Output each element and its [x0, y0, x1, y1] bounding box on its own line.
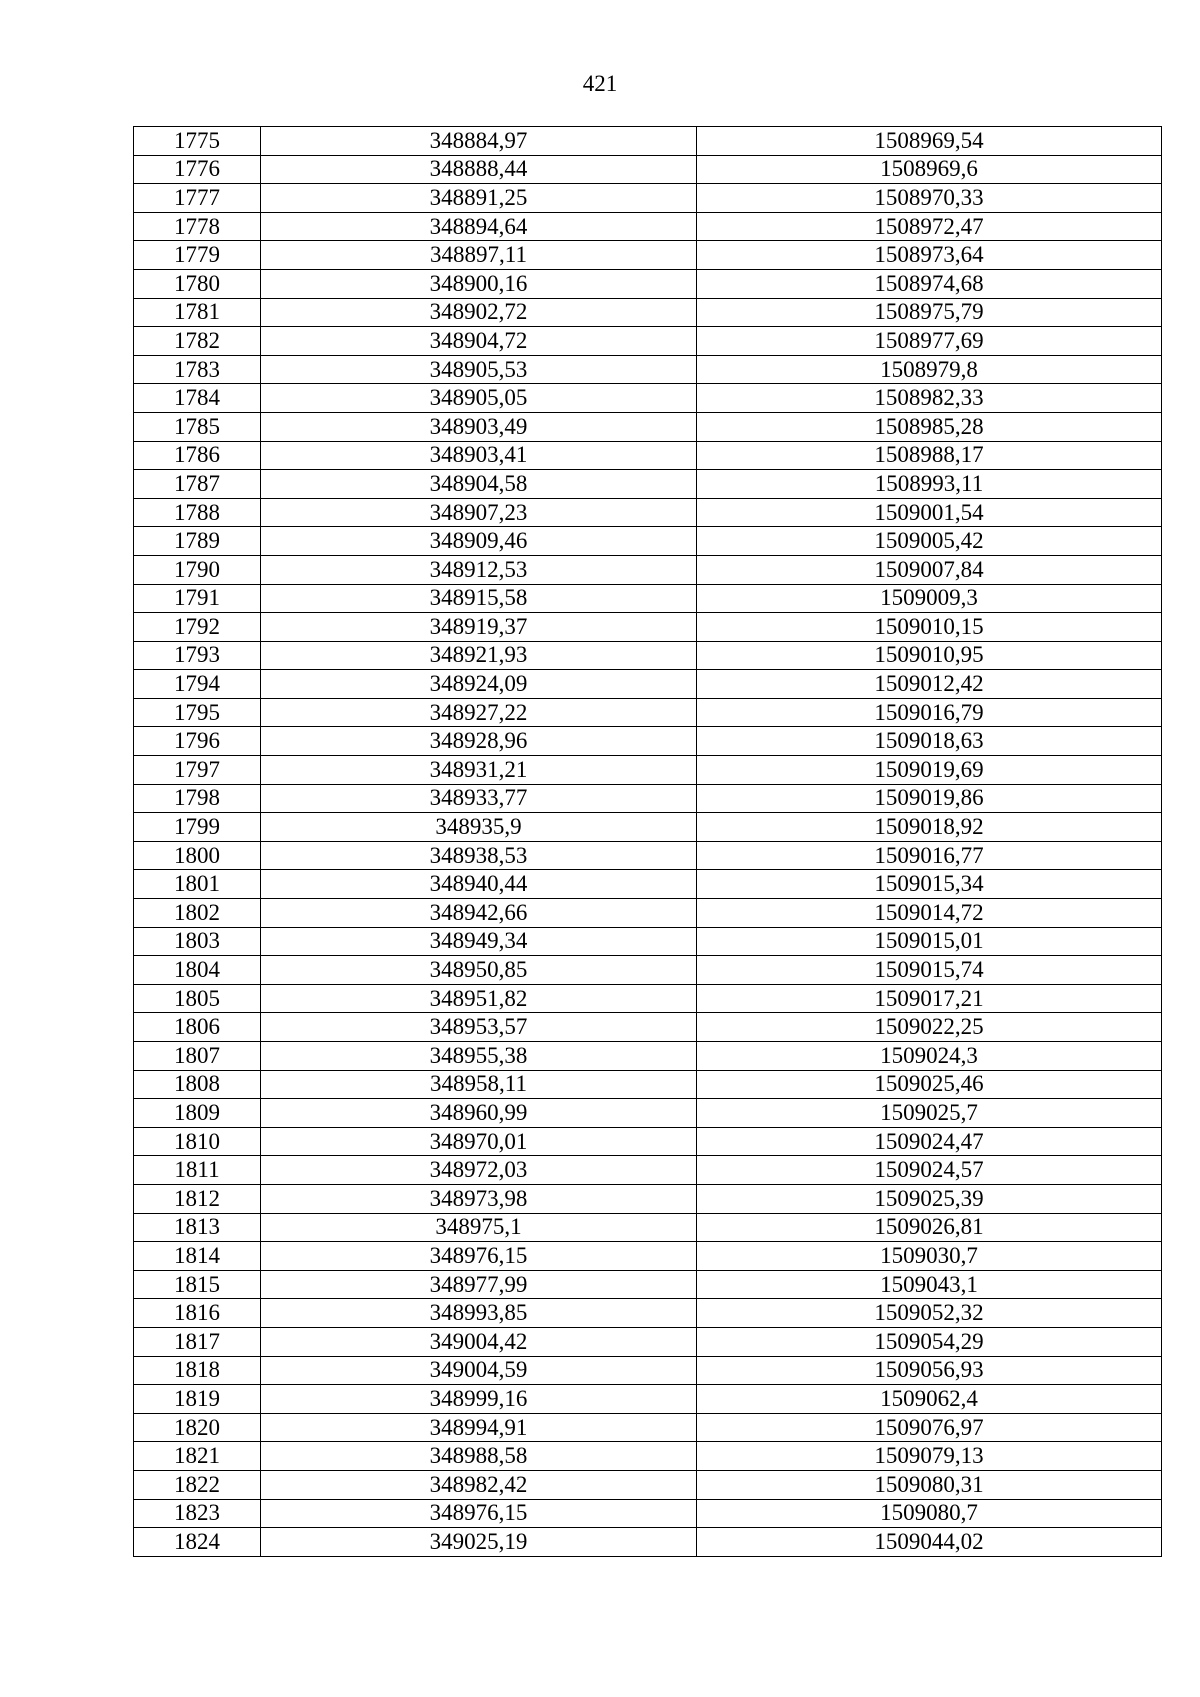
x-coordinate-cell: 348935,9: [261, 813, 697, 842]
y-coordinate-cell: 1509016,79: [697, 698, 1162, 727]
table-row: [134, 155, 1162, 184]
y-coordinate-cell: 1509018,92: [697, 813, 1162, 842]
point-number-cell: 1815: [134, 1270, 261, 1299]
x-coordinate-cell: 349004,59: [261, 1356, 697, 1385]
point-number-cell: 1806: [134, 1013, 261, 1042]
x-coordinate-cell: 348938,53: [261, 841, 697, 870]
y-coordinate-cell: 1508993,11: [697, 470, 1162, 499]
y-coordinate-cell: 1509080,31: [697, 1470, 1162, 1499]
point-number-cell: 1804: [134, 956, 261, 985]
point-number-cell: 1787: [134, 470, 261, 499]
point-number-cell: 1799: [134, 813, 261, 842]
y-coordinate-cell: 1509015,74: [697, 956, 1162, 985]
table-row: [134, 1413, 1162, 1442]
y-coordinate-cell: 1509012,42: [697, 670, 1162, 699]
y-coordinate-cell: 1509015,34: [697, 870, 1162, 899]
table-row: [134, 127, 1162, 156]
page-number: 421: [582, 71, 618, 96]
y-coordinate-cell: 1508979,8: [697, 355, 1162, 384]
point-number-cell: 1814: [134, 1242, 261, 1271]
y-coordinate-cell: 1509043,1: [697, 1270, 1162, 1299]
x-coordinate-cell: 348960,99: [261, 1099, 697, 1128]
point-number-cell: 1824: [134, 1528, 261, 1557]
point-number-cell: 1778: [134, 212, 261, 241]
table-row: [134, 355, 1162, 384]
point-number-cell: 1822: [134, 1470, 261, 1499]
table-row: [134, 584, 1162, 613]
y-coordinate-cell: 1509024,57: [697, 1156, 1162, 1185]
y-coordinate-cell: 1509076,97: [697, 1413, 1162, 1442]
table-row: [134, 1042, 1162, 1071]
table-row: [134, 1070, 1162, 1099]
point-number-cell: 1780: [134, 269, 261, 298]
y-coordinate-cell: 1509054,29: [697, 1327, 1162, 1356]
point-number-cell: 1798: [134, 784, 261, 813]
point-number-cell: 1785: [134, 412, 261, 441]
y-coordinate-cell: 1508975,79: [697, 298, 1162, 327]
table-row: [134, 1499, 1162, 1528]
y-coordinate-cell: 1509025,7: [697, 1099, 1162, 1128]
y-coordinate-cell: 1509022,25: [697, 1013, 1162, 1042]
x-coordinate-cell: 348982,42: [261, 1470, 697, 1499]
table-row: [134, 1184, 1162, 1213]
y-coordinate-cell: 1509079,13: [697, 1442, 1162, 1471]
x-coordinate-cell: 348912,53: [261, 555, 697, 584]
point-number-cell: 1796: [134, 727, 261, 756]
table-row: [134, 1442, 1162, 1471]
x-coordinate-cell: 348907,23: [261, 498, 697, 527]
table-row: [134, 412, 1162, 441]
table-row: [134, 1156, 1162, 1185]
y-coordinate-cell: 1509001,54: [697, 498, 1162, 527]
table-row: [134, 1385, 1162, 1414]
point-number-cell: 1823: [134, 1499, 261, 1528]
table-row: [134, 927, 1162, 956]
table-row: [134, 298, 1162, 327]
table-row: [134, 984, 1162, 1013]
point-number-cell: 1784: [134, 384, 261, 413]
point-number-cell: 1800: [134, 841, 261, 870]
table-row: [134, 841, 1162, 870]
x-coordinate-cell: 348909,46: [261, 527, 697, 556]
y-coordinate-cell: 1508973,64: [697, 241, 1162, 270]
y-coordinate-cell: 1508969,54: [697, 127, 1162, 156]
y-coordinate-cell: 1509009,3: [697, 584, 1162, 613]
x-coordinate-cell: 348972,03: [261, 1156, 697, 1185]
x-coordinate-cell: 348915,58: [261, 584, 697, 613]
table-row: [134, 1327, 1162, 1356]
y-coordinate-cell: 1508985,28: [697, 412, 1162, 441]
x-coordinate-cell: 348927,22: [261, 698, 697, 727]
x-coordinate-cell: 348951,82: [261, 984, 697, 1013]
y-coordinate-cell: 1509026,81: [697, 1213, 1162, 1242]
table-row: [134, 1099, 1162, 1128]
x-coordinate-cell: 348953,57: [261, 1013, 697, 1042]
point-number-cell: 1803: [134, 927, 261, 956]
x-coordinate-cell: 348897,11: [261, 241, 697, 270]
y-coordinate-cell: 1509010,95: [697, 641, 1162, 670]
table-row: [134, 241, 1162, 270]
coordinates-table: [133, 126, 1162, 1557]
point-number-cell: 1820: [134, 1413, 261, 1442]
y-coordinate-cell: 1509005,42: [697, 527, 1162, 556]
table-row: [134, 1013, 1162, 1042]
y-coordinate-cell: 1508969,6: [697, 155, 1162, 184]
coordinates-table-body: [134, 127, 1162, 1557]
x-coordinate-cell: 348884,97: [261, 127, 697, 156]
table-row: [134, 1213, 1162, 1242]
point-number-cell: 1782: [134, 327, 261, 356]
table-row: [134, 1270, 1162, 1299]
x-coordinate-cell: 348894,64: [261, 212, 697, 241]
x-coordinate-cell: 348993,85: [261, 1299, 697, 1328]
table-row: [134, 1356, 1162, 1385]
x-coordinate-cell: 348942,66: [261, 899, 697, 928]
x-coordinate-cell: 348940,44: [261, 870, 697, 899]
x-coordinate-cell: 348994,91: [261, 1413, 697, 1442]
x-coordinate-cell: 348950,85: [261, 956, 697, 985]
table-row: [134, 1470, 1162, 1499]
point-number-cell: 1790: [134, 555, 261, 584]
table-row: [134, 641, 1162, 670]
table-row: [134, 555, 1162, 584]
x-coordinate-cell: 348903,49: [261, 412, 697, 441]
point-number-cell: 1818: [134, 1356, 261, 1385]
x-coordinate-cell: 349004,42: [261, 1327, 697, 1356]
x-coordinate-cell: 348958,11: [261, 1070, 697, 1099]
y-coordinate-cell: 1509015,01: [697, 927, 1162, 956]
x-coordinate-cell: 348975,1: [261, 1213, 697, 1242]
point-number-cell: 1812: [134, 1184, 261, 1213]
point-number-cell: 1801: [134, 870, 261, 899]
x-coordinate-cell: 348976,15: [261, 1499, 697, 1528]
point-number-cell: 1811: [134, 1156, 261, 1185]
y-coordinate-cell: 1509080,7: [697, 1499, 1162, 1528]
table-row: [134, 784, 1162, 813]
table-row: [134, 212, 1162, 241]
point-number-cell: 1793: [134, 641, 261, 670]
x-coordinate-cell: 348970,01: [261, 1127, 697, 1156]
point-number-cell: 1791: [134, 584, 261, 613]
y-coordinate-cell: 1509052,32: [697, 1299, 1162, 1328]
y-coordinate-cell: 1508970,33: [697, 184, 1162, 213]
point-number-cell: 1817: [134, 1327, 261, 1356]
y-coordinate-cell: 1509025,39: [697, 1184, 1162, 1213]
y-coordinate-cell: 1508972,47: [697, 212, 1162, 241]
y-coordinate-cell: 1508982,33: [697, 384, 1162, 413]
x-coordinate-cell: 348905,53: [261, 355, 697, 384]
y-coordinate-cell: 1509019,86: [697, 784, 1162, 813]
table-row: [134, 384, 1162, 413]
point-number-cell: 1797: [134, 756, 261, 785]
table-row: [134, 327, 1162, 356]
point-number-cell: 1786: [134, 441, 261, 470]
x-coordinate-cell: 348988,58: [261, 1442, 697, 1471]
point-number-cell: 1819: [134, 1385, 261, 1414]
y-coordinate-cell: 1509030,7: [697, 1242, 1162, 1271]
table-row: [134, 670, 1162, 699]
point-number-cell: 1821: [134, 1442, 261, 1471]
point-number-cell: 1792: [134, 613, 261, 642]
table-row: [134, 470, 1162, 499]
y-coordinate-cell: 1509062,4: [697, 1385, 1162, 1414]
table-row: [134, 813, 1162, 842]
y-coordinate-cell: 1509024,3: [697, 1042, 1162, 1071]
table-row: [134, 527, 1162, 556]
y-coordinate-cell: 1509010,15: [697, 613, 1162, 642]
x-coordinate-cell: 348904,58: [261, 470, 697, 499]
x-coordinate-cell: 348888,44: [261, 155, 697, 184]
table-row: [134, 613, 1162, 642]
y-coordinate-cell: 1509024,47: [697, 1127, 1162, 1156]
x-coordinate-cell: 348891,25: [261, 184, 697, 213]
point-number-cell: 1794: [134, 670, 261, 699]
table-row: [134, 756, 1162, 785]
table-row: [134, 1299, 1162, 1328]
table-row: [134, 1242, 1162, 1271]
table-row: [134, 956, 1162, 985]
point-number-cell: 1779: [134, 241, 261, 270]
x-coordinate-cell: 348973,98: [261, 1184, 697, 1213]
x-coordinate-cell: 348905,05: [261, 384, 697, 413]
x-coordinate-cell: 348949,34: [261, 927, 697, 956]
y-coordinate-cell: 1509018,63: [697, 727, 1162, 756]
point-number-cell: 1783: [134, 355, 261, 384]
y-coordinate-cell: 1509007,84: [697, 555, 1162, 584]
x-coordinate-cell: 348933,77: [261, 784, 697, 813]
point-number-cell: 1810: [134, 1127, 261, 1156]
table-row: [134, 498, 1162, 527]
point-number-cell: 1776: [134, 155, 261, 184]
x-coordinate-cell: 348928,96: [261, 727, 697, 756]
table-row: [134, 1528, 1162, 1557]
x-coordinate-cell: 348921,93: [261, 641, 697, 670]
point-number-cell: 1777: [134, 184, 261, 213]
x-coordinate-cell: 348924,09: [261, 670, 697, 699]
table-row: [134, 441, 1162, 470]
table-row: [134, 184, 1162, 213]
x-coordinate-cell: 348999,16: [261, 1385, 697, 1414]
x-coordinate-cell: 348904,72: [261, 327, 697, 356]
x-coordinate-cell: 349025,19: [261, 1528, 697, 1557]
table-row: [134, 698, 1162, 727]
point-number-cell: 1807: [134, 1042, 261, 1071]
point-number-cell: 1808: [134, 1070, 261, 1099]
table-row: [134, 899, 1162, 928]
point-number-cell: 1781: [134, 298, 261, 327]
point-number-cell: 1802: [134, 899, 261, 928]
y-coordinate-cell: 1509025,46: [697, 1070, 1162, 1099]
y-coordinate-cell: 1509056,93: [697, 1356, 1162, 1385]
y-coordinate-cell: 1508988,17: [697, 441, 1162, 470]
table-row: [134, 870, 1162, 899]
y-coordinate-cell: 1508974,68: [697, 269, 1162, 298]
table-row: [134, 727, 1162, 756]
point-number-cell: 1789: [134, 527, 261, 556]
y-coordinate-cell: 1509016,77: [697, 841, 1162, 870]
point-number-cell: 1775: [134, 127, 261, 156]
point-number-cell: 1813: [134, 1213, 261, 1242]
x-coordinate-cell: 348977,99: [261, 1270, 697, 1299]
table-row: [134, 1127, 1162, 1156]
y-coordinate-cell: 1508977,69: [697, 327, 1162, 356]
x-coordinate-cell: 348955,38: [261, 1042, 697, 1071]
y-coordinate-cell: 1509017,21: [697, 984, 1162, 1013]
x-coordinate-cell: 348919,37: [261, 613, 697, 642]
x-coordinate-cell: 348900,16: [261, 269, 697, 298]
table-row: [134, 269, 1162, 298]
y-coordinate-cell: 1509014,72: [697, 899, 1162, 928]
y-coordinate-cell: 1509019,69: [697, 756, 1162, 785]
point-number-cell: 1795: [134, 698, 261, 727]
x-coordinate-cell: 348902,72: [261, 298, 697, 327]
x-coordinate-cell: 348976,15: [261, 1242, 697, 1271]
point-number-cell: 1816: [134, 1299, 261, 1328]
point-number-cell: 1788: [134, 498, 261, 527]
x-coordinate-cell: 348931,21: [261, 756, 697, 785]
x-coordinate-cell: 348903,41: [261, 441, 697, 470]
y-coordinate-cell: 1509044,02: [697, 1528, 1162, 1557]
point-number-cell: 1805: [134, 984, 261, 1013]
point-number-cell: 1809: [134, 1099, 261, 1128]
